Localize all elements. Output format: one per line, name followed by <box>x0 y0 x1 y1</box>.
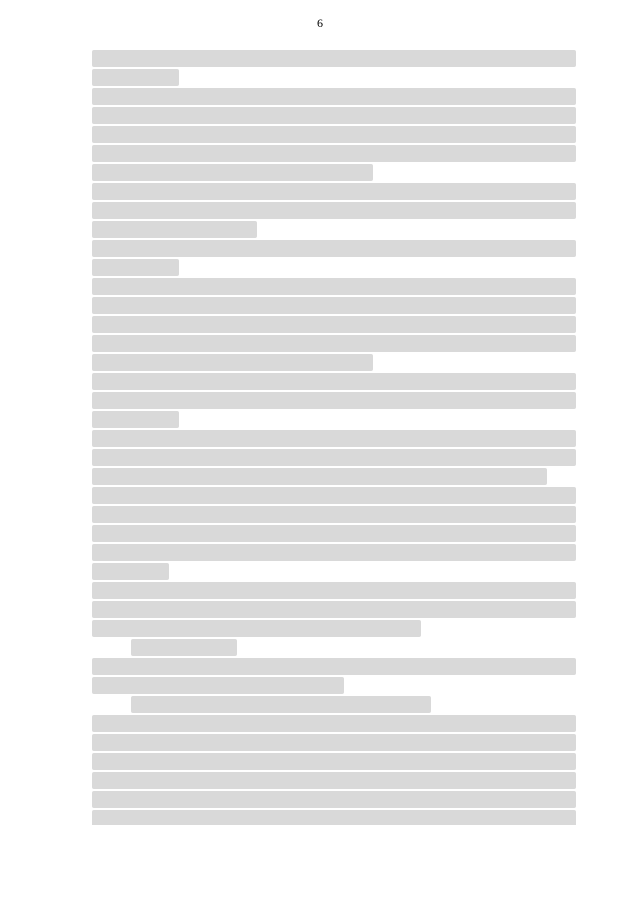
text-line <box>92 392 576 409</box>
text-line <box>92 240 576 257</box>
text-line <box>92 411 179 428</box>
text-line <box>92 582 576 599</box>
text-line <box>92 126 576 143</box>
text-line <box>92 810 576 825</box>
text-line <box>92 734 576 751</box>
text-line <box>92 183 576 200</box>
text-line <box>92 335 576 352</box>
text-line <box>92 791 576 808</box>
text-line <box>92 677 344 694</box>
text-line <box>92 753 576 770</box>
text-line <box>92 506 576 523</box>
text-line <box>92 620 421 637</box>
text-line <box>92 544 576 561</box>
text-line <box>92 449 576 466</box>
text-line <box>92 468 547 485</box>
text-body <box>92 50 576 825</box>
text-line <box>92 563 169 580</box>
text-line <box>92 715 576 732</box>
text-line <box>92 430 576 447</box>
text-line <box>92 316 576 333</box>
text-line <box>92 278 576 295</box>
text-line <box>92 107 576 124</box>
page-number: 6 <box>317 16 323 30</box>
text-line <box>92 88 576 105</box>
text-line <box>92 259 179 276</box>
text-line <box>92 772 576 789</box>
text-line <box>92 373 576 390</box>
text-line <box>92 50 576 67</box>
text-line <box>131 639 237 656</box>
text-line <box>92 221 257 238</box>
text-line <box>92 658 576 675</box>
text-line <box>92 354 373 371</box>
text-line <box>92 69 179 86</box>
text-line <box>92 601 576 618</box>
text-line <box>92 525 576 542</box>
text-line <box>92 202 576 219</box>
text-line <box>92 487 576 504</box>
text-line <box>92 145 576 162</box>
text-line <box>92 164 373 181</box>
text-line <box>92 297 576 314</box>
text-line <box>131 696 431 713</box>
